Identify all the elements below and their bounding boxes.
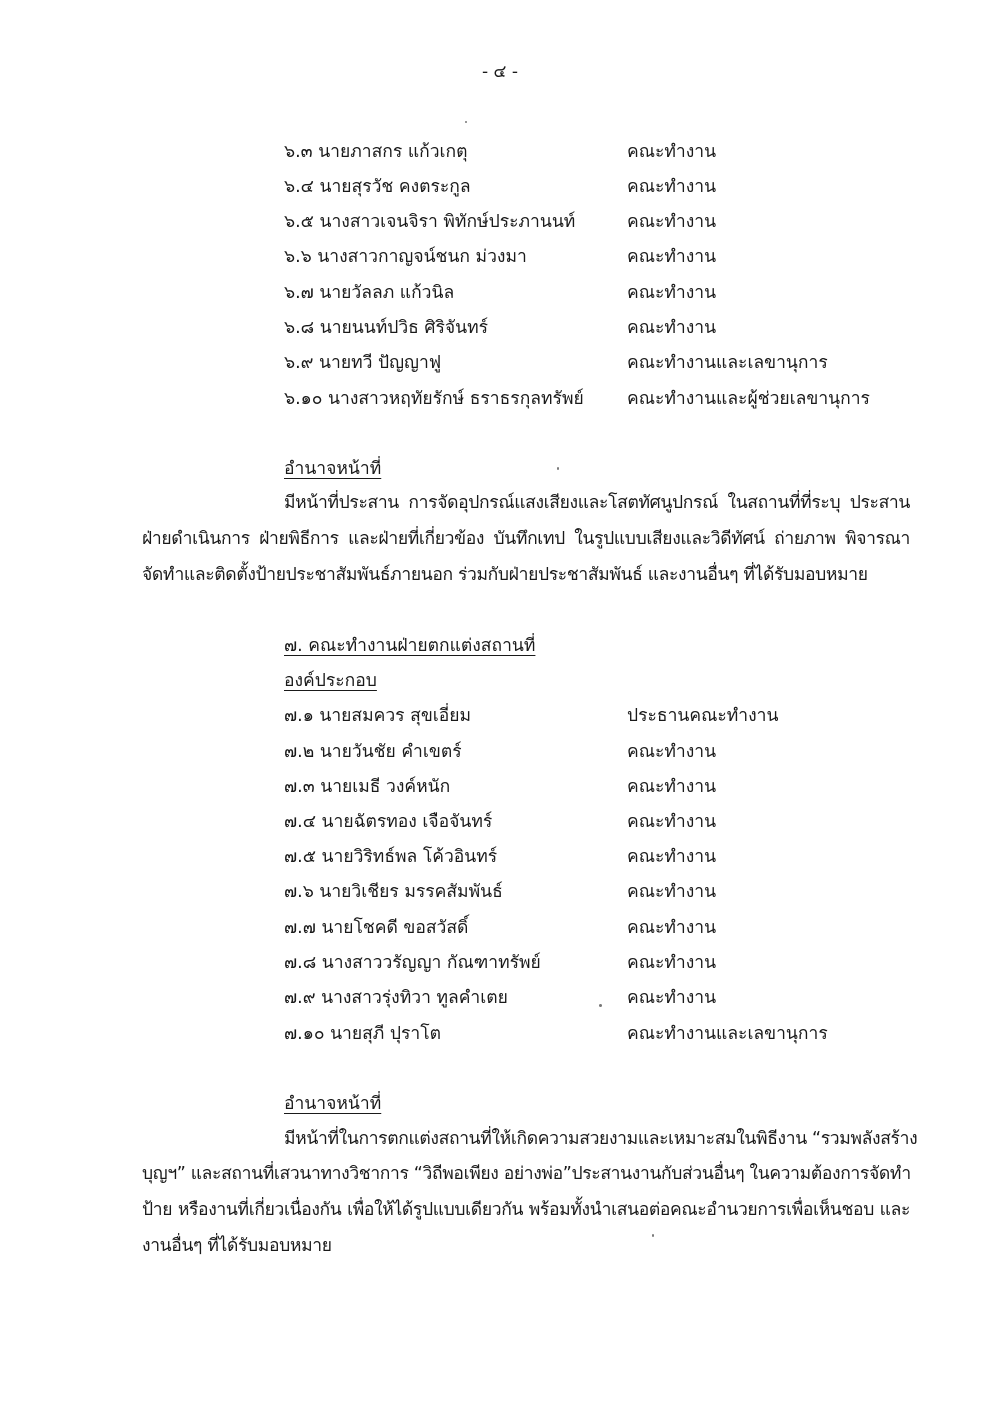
member-name: ๖.๓ นายภาสกร แก้วเกตุ (284, 142, 468, 162)
section7-duties-heading: อำนาจหน้าที่ (284, 1094, 382, 1114)
member-name: ๗.๑ นายสมควร สุขเอี่ยม (284, 706, 472, 726)
member-name: ๖.๑๐ นางสาวหฤทัยรักษ์ ธราธรกุลทรัพย์ (284, 389, 584, 409)
member-name: ๖.๘ นายนนท์ปวิธ ศิริจันทร์ (284, 318, 489, 338)
member-name: ๗.๔ นายฉัตรทอง เจือจันทร์ (284, 812, 493, 832)
member-row (284, 737, 904, 767)
member-role: คณะทำงาน (627, 777, 717, 797)
section6-duties-line: มีหน้าที่ประสาน การจัดอุปกรณ์แสงเสียงและโสตทัศนูปกรณ์ ในสถานที่ที่ระบุ ประสาน (284, 493, 910, 513)
page-number: - ๔ - (482, 62, 518, 82)
member-name: ๗.๘ นางสาววรัญญา กัณฑาทรัพย์ (284, 953, 541, 973)
scan-speck (465, 121, 467, 123)
section7-title: ๗. คณะทำงานฝ่ายตกแต่งสถานที่ (284, 636, 536, 656)
member-role: คณะทำงาน (627, 918, 717, 938)
member-row (284, 772, 904, 802)
scan-speck (599, 1004, 602, 1007)
section7-duties-line: บุญฯ” และสถานที่เสวนาทางวิชาการ “วิถีพอเพียง อย่างพ่อ”ประสานงานกับส่วนอื่นๆ ในความต้องการจัดทำ (142, 1164, 911, 1184)
member-name: ๗.๕ นายวิริทธ์พล โค้วอินทร์ (284, 847, 498, 867)
scan-speck (557, 467, 559, 470)
member-row (284, 242, 904, 272)
member-role: คณะทำงานและเลขานุการ (627, 1024, 828, 1044)
member-row (284, 983, 904, 1013)
member-role: คณะทำงาน (627, 812, 717, 832)
member-row (284, 384, 904, 414)
member-role: คณะทำงานและเลขานุการ (627, 353, 828, 373)
member-role: คณะทำงาน (627, 318, 717, 338)
member-row (284, 313, 904, 343)
section7-duties-line: ป้าย หรืองานที่เกี่ยวเนื่องกัน เพื่อให้ได้รูปแบบเดียวกัน พร้อมทั้งนำเสนอต่อคณะอำนวยการเพื่อเห็นชอบ และ (142, 1200, 910, 1220)
member-name: ๖.๔ นายสุรวัช คงตระกูล (284, 177, 471, 197)
member-role: คณะทำงาน (627, 247, 717, 267)
member-name: ๖.๖ นางสาวกาญจน์ชนก ม่วงมา (284, 247, 527, 267)
member-name: ๗.๓ นายเมธี วงค์หนัก (284, 777, 451, 797)
member-row (284, 137, 904, 167)
member-row (284, 842, 904, 872)
member-row (284, 348, 904, 378)
section7-duties-line: งานอื่นๆ ที่ได้รับมอบหมาย (142, 1236, 332, 1256)
member-role: คณะทำงาน (627, 283, 717, 303)
member-row (284, 913, 904, 943)
member-row (284, 207, 904, 237)
member-role: คณะทำงาน (627, 742, 717, 762)
member-role: คณะทำงาน (627, 847, 717, 867)
member-row (284, 172, 904, 202)
member-role: คณะทำงาน (627, 177, 717, 197)
member-name: ๖.๗ นายวัลลภ แก้วนิล (284, 283, 455, 303)
member-name: ๖.๙ นายทวี ปัญญาฟู (284, 353, 442, 373)
member-name: ๗.๑๐ นายสุภี ปุราโต (284, 1024, 441, 1044)
member-role: คณะทำงาน (627, 953, 717, 973)
member-role: คณะทำงาน (627, 882, 717, 902)
member-row (284, 948, 904, 978)
member-role: คณะทำงาน (627, 988, 717, 1008)
member-role: คณะทำงาน (627, 142, 717, 162)
member-name: ๗.๒ นายวันชัย คำเขตร์ (284, 742, 462, 762)
section6-duties-line: จัดทำและติดตั้งป้ายประชาสัมพันธ์ภายนอก ร่วมกับฝ่ายประชาสัมพันธ์ และงานอื่นๆ ที่ได้รับมอบหมาย (142, 565, 868, 585)
member-row (284, 877, 904, 907)
section6-duties-heading: อำนาจหน้าที่ (284, 459, 382, 479)
member-name: ๗.๙ นางสาวรุ่งทิวา ทูลคำเตย (284, 988, 508, 1008)
section6-duties-line: ฝ่ายดำเนินการ ฝ่ายพิธีการ และฝ่ายที่เกี่ยวข้อง บันทึกเทป ในรูปแบบเสียงและวิดีทัศน์ ถ่ายภาพ พิจารณา (142, 529, 910, 549)
section7-composition-heading: องค์ประกอบ (284, 671, 377, 691)
member-row (284, 278, 904, 308)
member-role: คณะทำงานและผู้ช่วยเลขานุการ (627, 389, 870, 409)
member-role: คณะทำงาน (627, 212, 717, 232)
scan-speck (652, 1234, 654, 1237)
member-row (284, 701, 904, 731)
section7-duties-line: มีหน้าที่ในการตกแต่งสถานที่ให้เกิดความสวยงามและเหมาะสมในพิธีงาน “รวมพลังสร้าง (284, 1129, 918, 1149)
member-name: ๖.๕ นางสาวเจนจิรา พิทักษ์ประภานนท์ (284, 212, 576, 232)
member-name: ๗.๗ นายโชคดี ขอสวัสดิ์ (284, 918, 469, 938)
member-row (284, 807, 904, 837)
member-row (284, 1019, 904, 1049)
member-role: ประธานคณะทำงาน (627, 706, 779, 726)
member-name: ๗.๖ นายวิเชียร มรรคสัมพันธ์ (284, 882, 503, 902)
